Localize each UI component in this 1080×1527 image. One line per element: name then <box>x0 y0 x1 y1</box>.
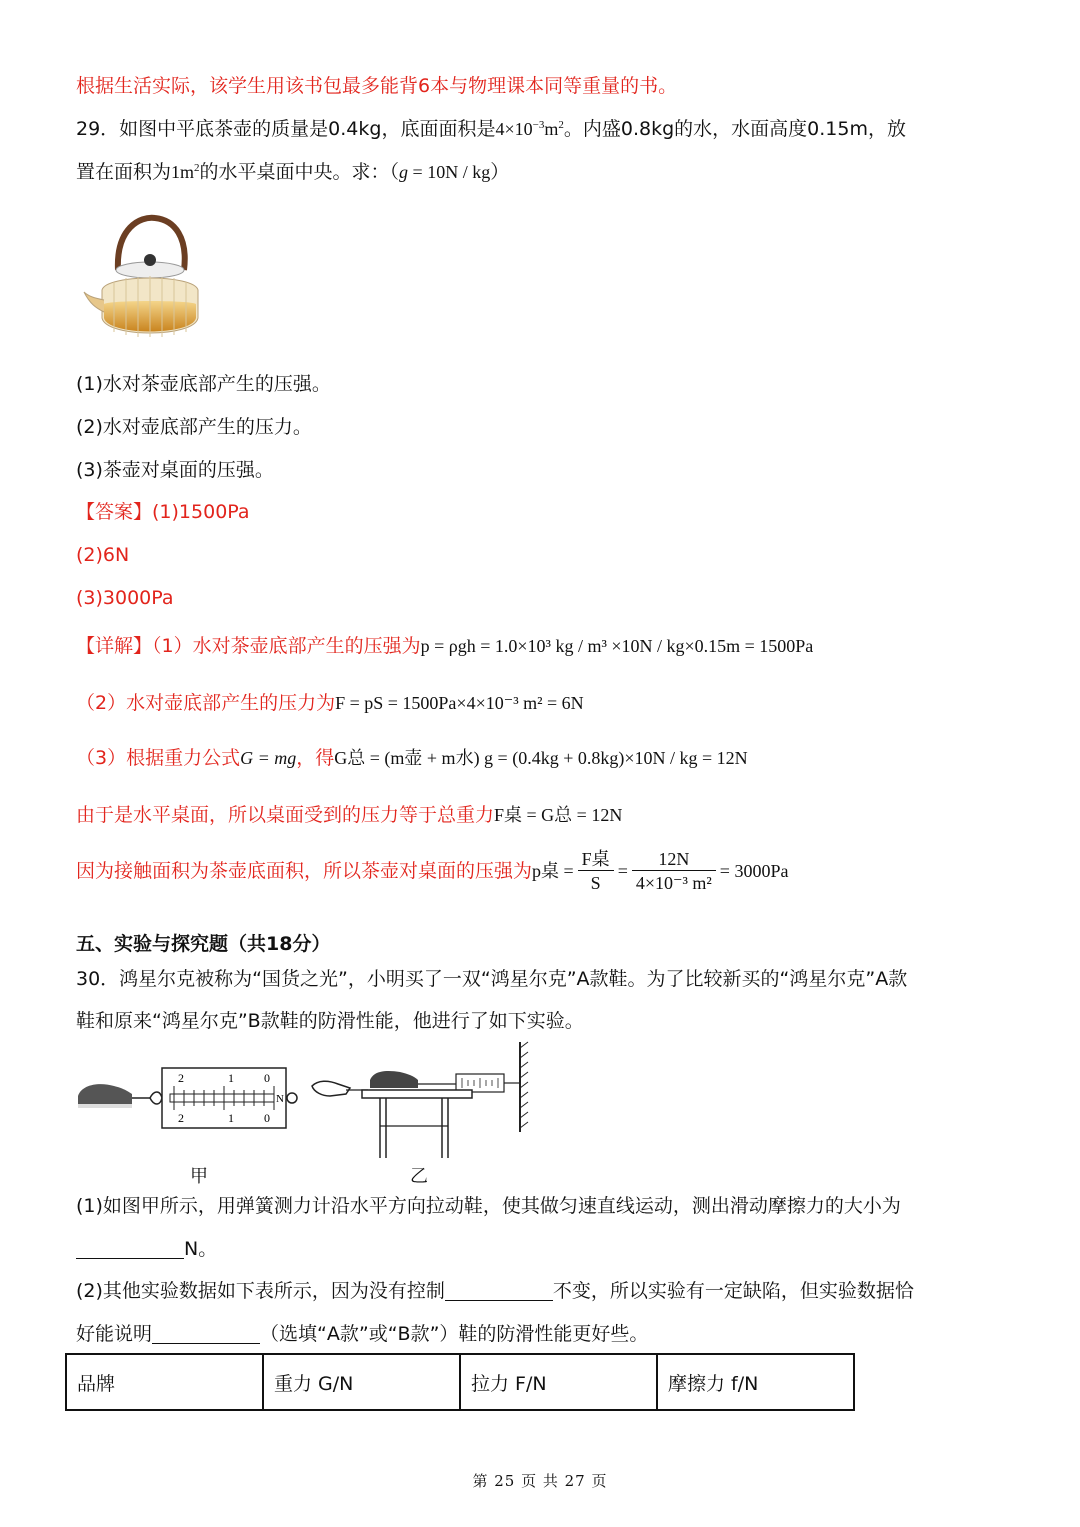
experiment-data-table <box>65 1353 855 1411</box>
q29-stem-area: $4\times 10^{-3}m^2$ <box>495 119 564 139</box>
answer-blank-2[interactable] <box>445 1280 553 1301</box>
teapot-spout <box>84 292 104 312</box>
q30-stem-line1: 30．鸿星尔克被称为“国货之光”，小明买了一双“鸿星尔克”A款鞋。为了比较新买的“鸿星尔克”A款 <box>76 968 908 990</box>
fraction-values: $\frac{12N}{\text{4×10⁻³ m²}}$ <box>632 848 716 895</box>
header-friction: 摩擦力 f/N <box>657 1354 854 1410</box>
header-pull-force: 拉力 F/N <box>460 1354 657 1410</box>
q29-answer-1: 【答案】(1)1500Pa <box>76 501 250 523</box>
q29-detail-4: 由于是水平桌面，所以桌面受到的压力等于总重力F桌 = G总 = 12N <box>76 804 623 826</box>
page-footer: 第 25 页 共 27 页 <box>472 1472 608 1490</box>
q30-sub2-line2: 好能说明 （选填“A款”或“B款”）鞋的防滑性能更好些。 <box>76 1323 649 1345</box>
fraction-force-area: $\frac{\text{F桌}}{S}$ <box>578 848 614 895</box>
table-header-row <box>66 1354 854 1410</box>
answer-blank-3[interactable] <box>152 1323 260 1344</box>
figure-yi-setup <box>310 1040 535 1162</box>
q29-stem-line2: 置在面积为$1m^2$的水平桌面中央。求：（g = 10N / kg） <box>76 161 510 183</box>
teapot-lid-knob <box>144 254 156 266</box>
scale-top-1: 1 <box>228 1071 234 1085</box>
hand-icon <box>312 1081 350 1096</box>
q29-sub1: (1)水对茶壶底部产生的压强。 <box>76 373 331 395</box>
shoe-on-table-icon <box>370 1071 418 1088</box>
q30-sub2-line1: (2)其他实验数据如下表所示，因为没有控制 不变，所以实验有一定缺陷，但实验数据恰 <box>76 1280 914 1302</box>
scale-unit: N <box>276 1093 284 1105</box>
q29-stem-b: 。内盛0.8kg的水，水面高度0.15m，放 <box>563 118 906 140</box>
scale-bottom-1: 1 <box>228 1111 234 1125</box>
figure-jia-spring-scale <box>74 1060 304 1140</box>
figure-jia-label: 甲 <box>190 1166 208 1187</box>
teapot-figure <box>80 208 220 353</box>
q29-answer-3: (3)3000Pa <box>76 587 174 609</box>
answer-blank-1[interactable] <box>76 1238 184 1259</box>
scale-bottom-2: 2 <box>178 1111 184 1125</box>
scale-bottom-0: 0 <box>264 1111 270 1125</box>
q29-detail-3: （3）根据重力公式G = mg，得G总 = (m壶 + m水) g = (0.4kg + 0.8kg)×10N / kg = 12N <box>76 747 748 769</box>
q29-detail-2: （2）水对壶底部产生的压力为F = pS = 1500Pa×4×10⁻³ m² = 6N <box>76 692 584 714</box>
section5-title: 五、实验与探究题（共18分） <box>76 933 331 955</box>
q29-sub2: (2)水对壶底部产生的压力。 <box>76 416 312 438</box>
q29-detail-1: 【详解】（1）水对茶壶底部产生的压强为p = ρgh = 1.0×10³ kg / m³ ×10N / kg×0.15m = 1500Pa <box>76 635 814 657</box>
header-weight: 重力 G/N <box>263 1354 460 1410</box>
figure-yi-label: 乙 <box>410 1166 428 1187</box>
q29-stem-a: 29．如图中平底茶壶的质量是0.4kg，底面面积是 <box>76 118 496 140</box>
header-brand: 品牌 <box>66 1354 263 1410</box>
q29-table-area: $1m^2$ <box>171 162 200 182</box>
q30-sub1-line2: N。 <box>76 1235 217 1263</box>
q30-sub1-line1: (1)如图甲所示，用弹簧测力计沿水平方向拉动鞋，使其做匀速直线运动，测出滑动摩擦力的大小为 <box>76 1195 901 1217</box>
q29-sub3: (3)茶壶对桌面的压强。 <box>76 459 274 481</box>
q30-stem-line2: 鞋和原来“鸿星尔克”B款鞋的防滑性能，他进行了如下实验。 <box>76 1010 584 1032</box>
scale-top-0: 0 <box>264 1071 270 1085</box>
q29-detail-5: 因为接触面积为茶壶底面积，所以茶壶对桌面的压强为p桌 = $\frac{\text{F桌}}{S}$ = $\frac{12N}{\text{4×10⁻³ m²}}$ = 3000Pa <box>76 849 789 893</box>
previous-answer-conclusion: 根据生活实际，该学生用该书包最多能背6本与物理课本同等重量的书。 <box>76 75 678 97</box>
q29-stem-line1 <box>76 115 906 143</box>
q29-answer-2: (2)6N <box>76 544 130 566</box>
shoe-icon <box>78 1084 132 1106</box>
table-top <box>362 1090 472 1098</box>
scale-top-2: 2 <box>178 1071 184 1085</box>
